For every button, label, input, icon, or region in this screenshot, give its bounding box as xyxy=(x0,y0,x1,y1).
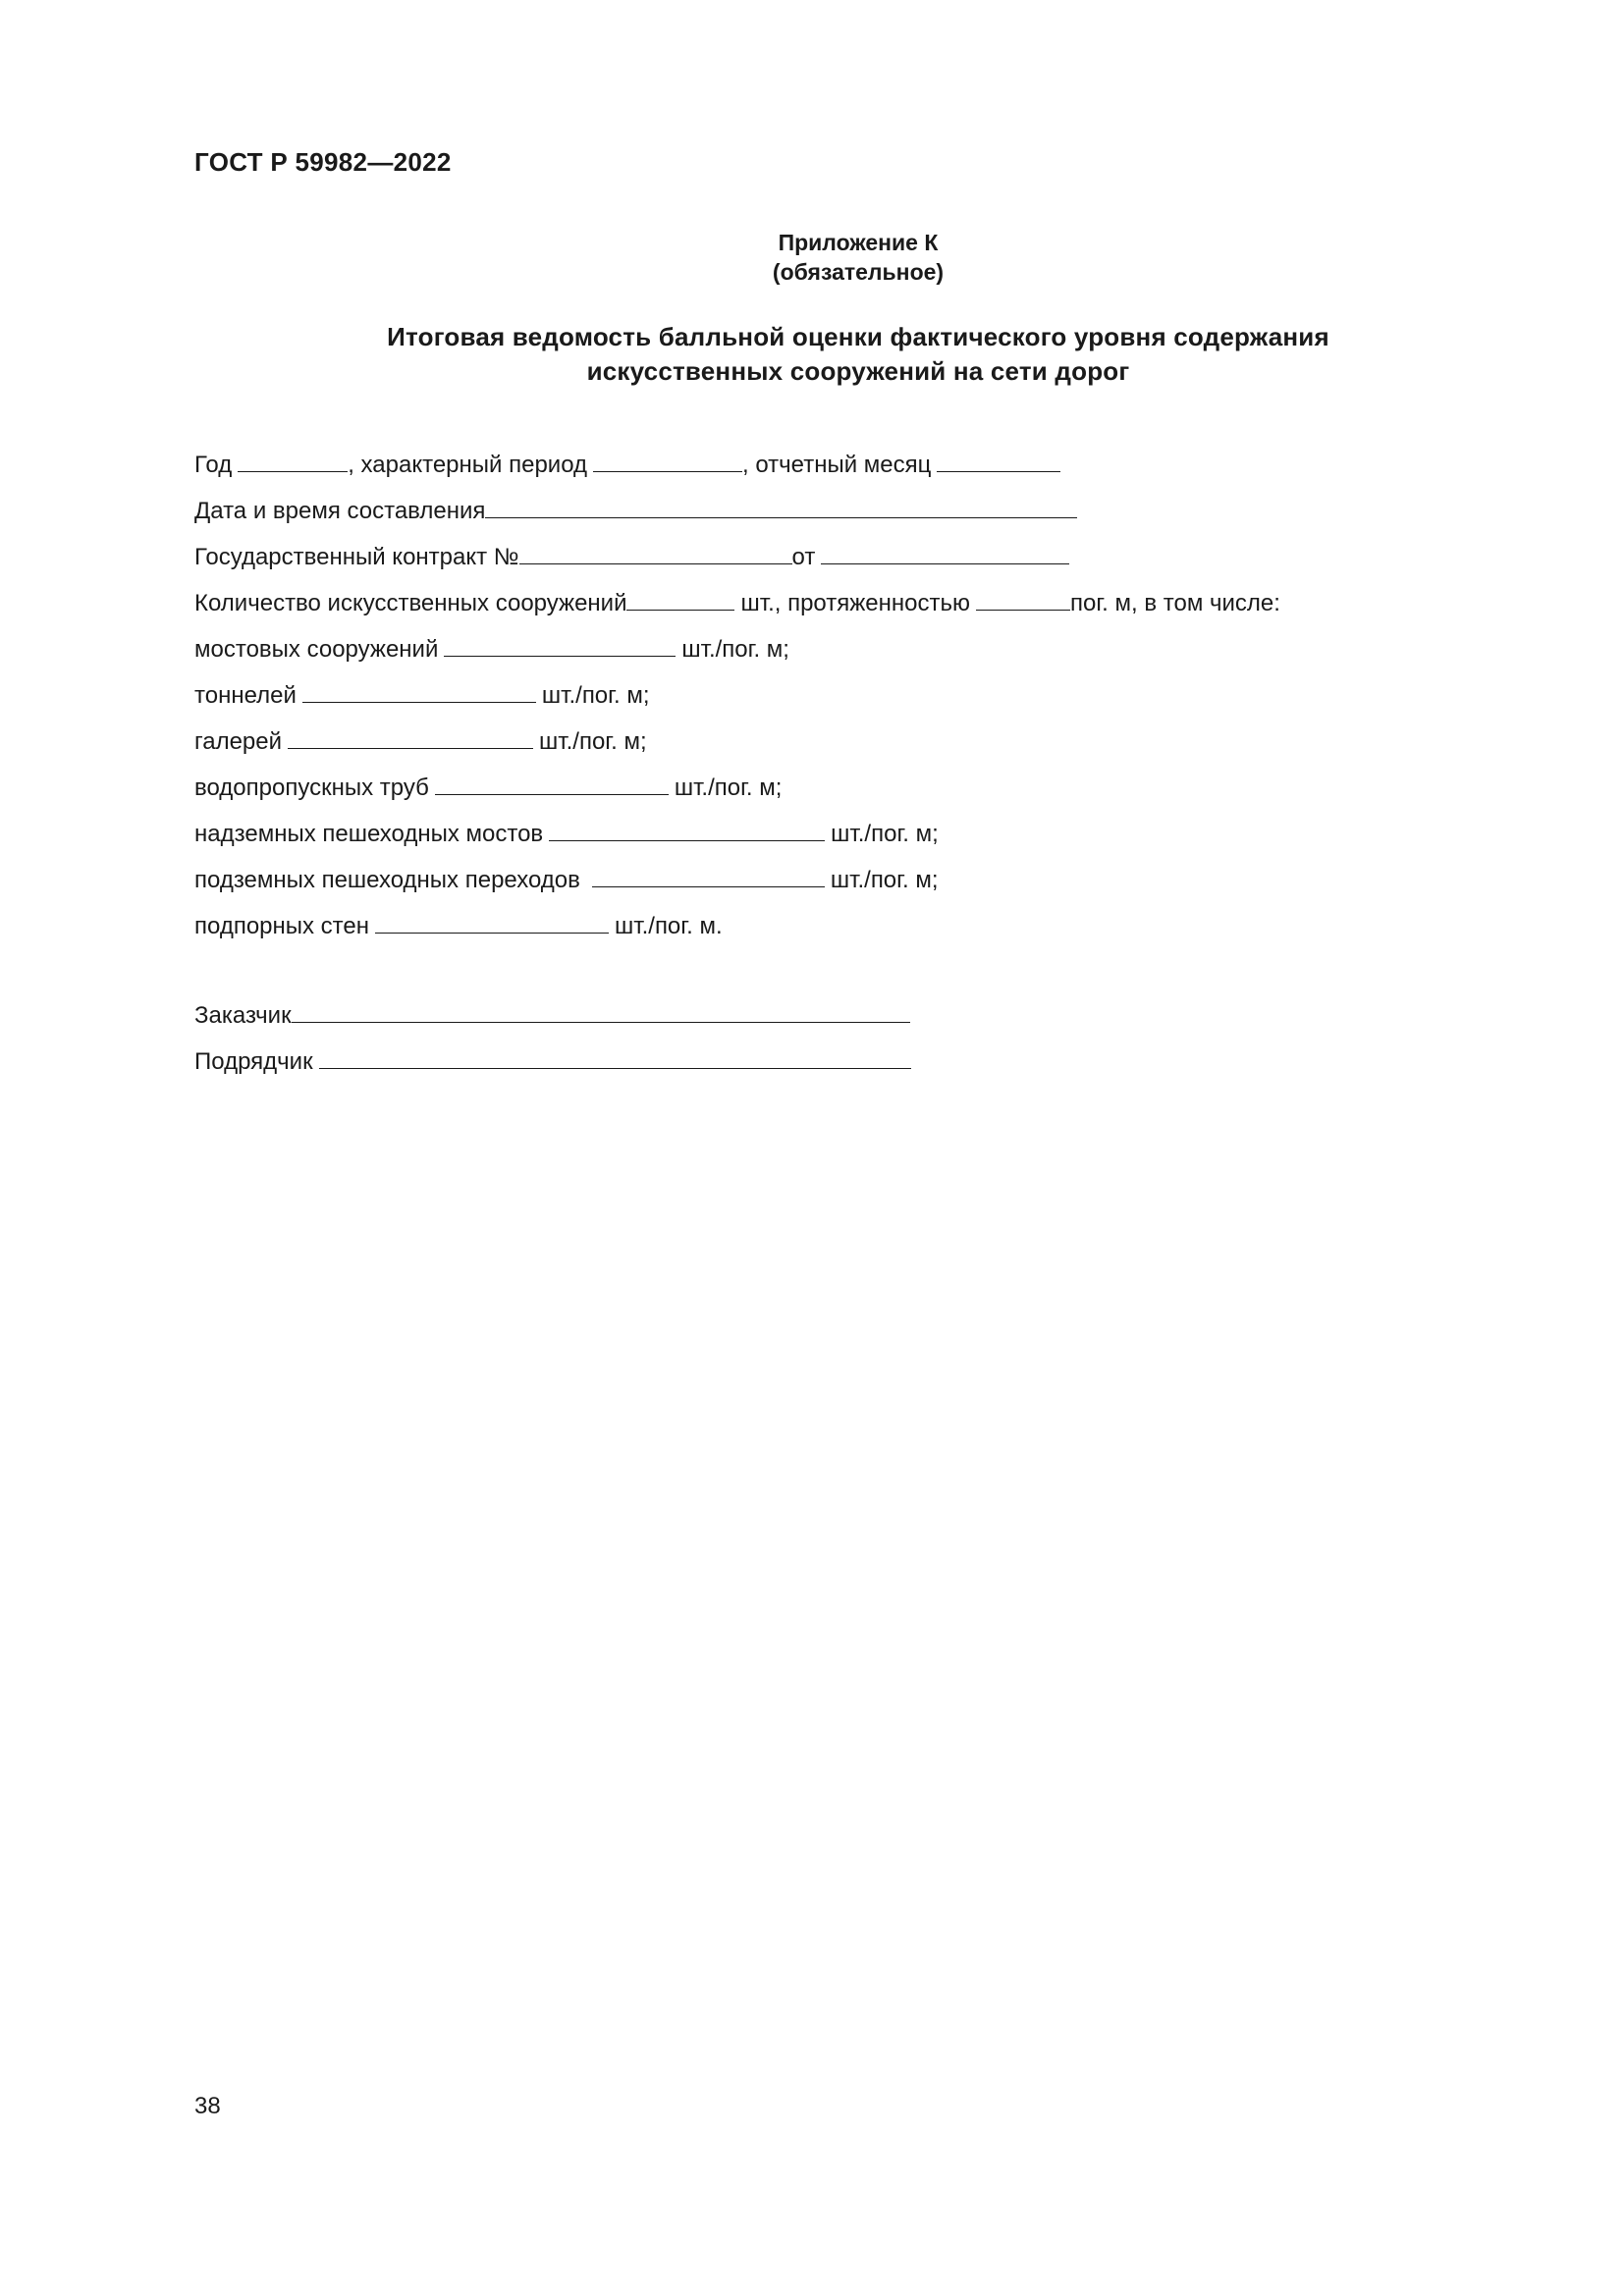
signatures xyxy=(194,994,911,1087)
item-unit: шт./пог. м; xyxy=(830,867,939,893)
row-customer xyxy=(194,994,911,1041)
title-line-1: Итоговая ведомость балльной оценки фактического уровня содержания xyxy=(387,322,1329,351)
contract-date-blank[interactable] xyxy=(821,536,1069,564)
row-item xyxy=(194,674,1471,721)
item-unit: шт./пог. м; xyxy=(831,821,939,847)
contract-label: Государственный контракт № xyxy=(194,544,519,570)
document-title xyxy=(0,320,1624,389)
appendix-status: (обязательное) xyxy=(772,259,945,285)
count-label: Количество искусственных сооружений xyxy=(194,590,627,616)
page-number: 38 xyxy=(194,2093,221,2119)
item-unit: шт./пог. м; xyxy=(681,636,789,663)
customer-label: Заказчик xyxy=(194,1002,292,1029)
row-contractor xyxy=(194,1041,911,1087)
item-label: подземных пешеходных переходов xyxy=(194,867,580,893)
item-unit: шт./пог. м; xyxy=(539,728,647,755)
row-year-period-month xyxy=(194,444,1471,490)
contract-from-label: от xyxy=(791,544,816,570)
row-item xyxy=(194,767,1471,813)
item-blank[interactable] xyxy=(375,905,609,934)
document-code: ГОСТ Р 59982—2022 xyxy=(194,147,452,177)
date-blank[interactable] xyxy=(485,490,1077,518)
item-blank[interactable] xyxy=(444,628,676,657)
customer-signature-blank[interactable] xyxy=(292,994,910,1023)
item-unit: шт./пог. м. xyxy=(615,913,723,939)
appendix-heading xyxy=(0,228,1624,287)
item-blank[interactable] xyxy=(288,721,533,749)
row-count xyxy=(194,582,1471,628)
contractor-signature-blank[interactable] xyxy=(319,1041,911,1069)
item-label: надземных пешеходных мостов xyxy=(194,821,544,847)
item-label: тоннелей xyxy=(194,682,297,709)
title-line-2: искусственных сооружений на сети дорог xyxy=(586,356,1130,386)
row-item xyxy=(194,905,1471,951)
item-blank[interactable] xyxy=(592,859,825,887)
count-unit: шт., протяженностью xyxy=(740,590,970,616)
item-blank[interactable] xyxy=(549,813,825,841)
contractor-label: Подрядчик xyxy=(194,1048,313,1075)
item-unit: шт./пог. м; xyxy=(541,682,650,709)
period-label: , характерный период xyxy=(348,452,588,478)
row-item xyxy=(194,721,1471,767)
item-label: подпорных стен xyxy=(194,913,370,939)
year-blank[interactable] xyxy=(238,444,348,472)
count-blank[interactable] xyxy=(626,582,734,611)
length-unit: пог. м, в том числе: xyxy=(1069,590,1280,616)
item-label: водопропускных труб xyxy=(194,774,429,801)
item-label: галерей xyxy=(194,728,283,755)
row-contract xyxy=(194,536,1471,582)
item-blank[interactable] xyxy=(302,674,536,703)
row-item xyxy=(194,859,1471,905)
item-unit: шт./пог. м; xyxy=(674,774,783,801)
row-item xyxy=(194,628,1471,674)
period-blank[interactable] xyxy=(593,444,742,472)
row-date xyxy=(194,490,1471,536)
appendix-label: Приложение К xyxy=(778,230,939,255)
month-blank[interactable] xyxy=(937,444,1060,472)
item-label: мостовых сооружений xyxy=(194,636,439,663)
form-fields xyxy=(194,444,1471,951)
length-blank[interactable] xyxy=(976,582,1070,611)
year-label: Год xyxy=(194,452,233,478)
month-label: , отчетный месяц xyxy=(742,452,932,478)
item-blank[interactable] xyxy=(435,767,669,795)
contract-number-blank[interactable] xyxy=(519,536,792,564)
row-item xyxy=(194,813,1471,859)
date-label: Дата и время составления xyxy=(194,498,486,524)
